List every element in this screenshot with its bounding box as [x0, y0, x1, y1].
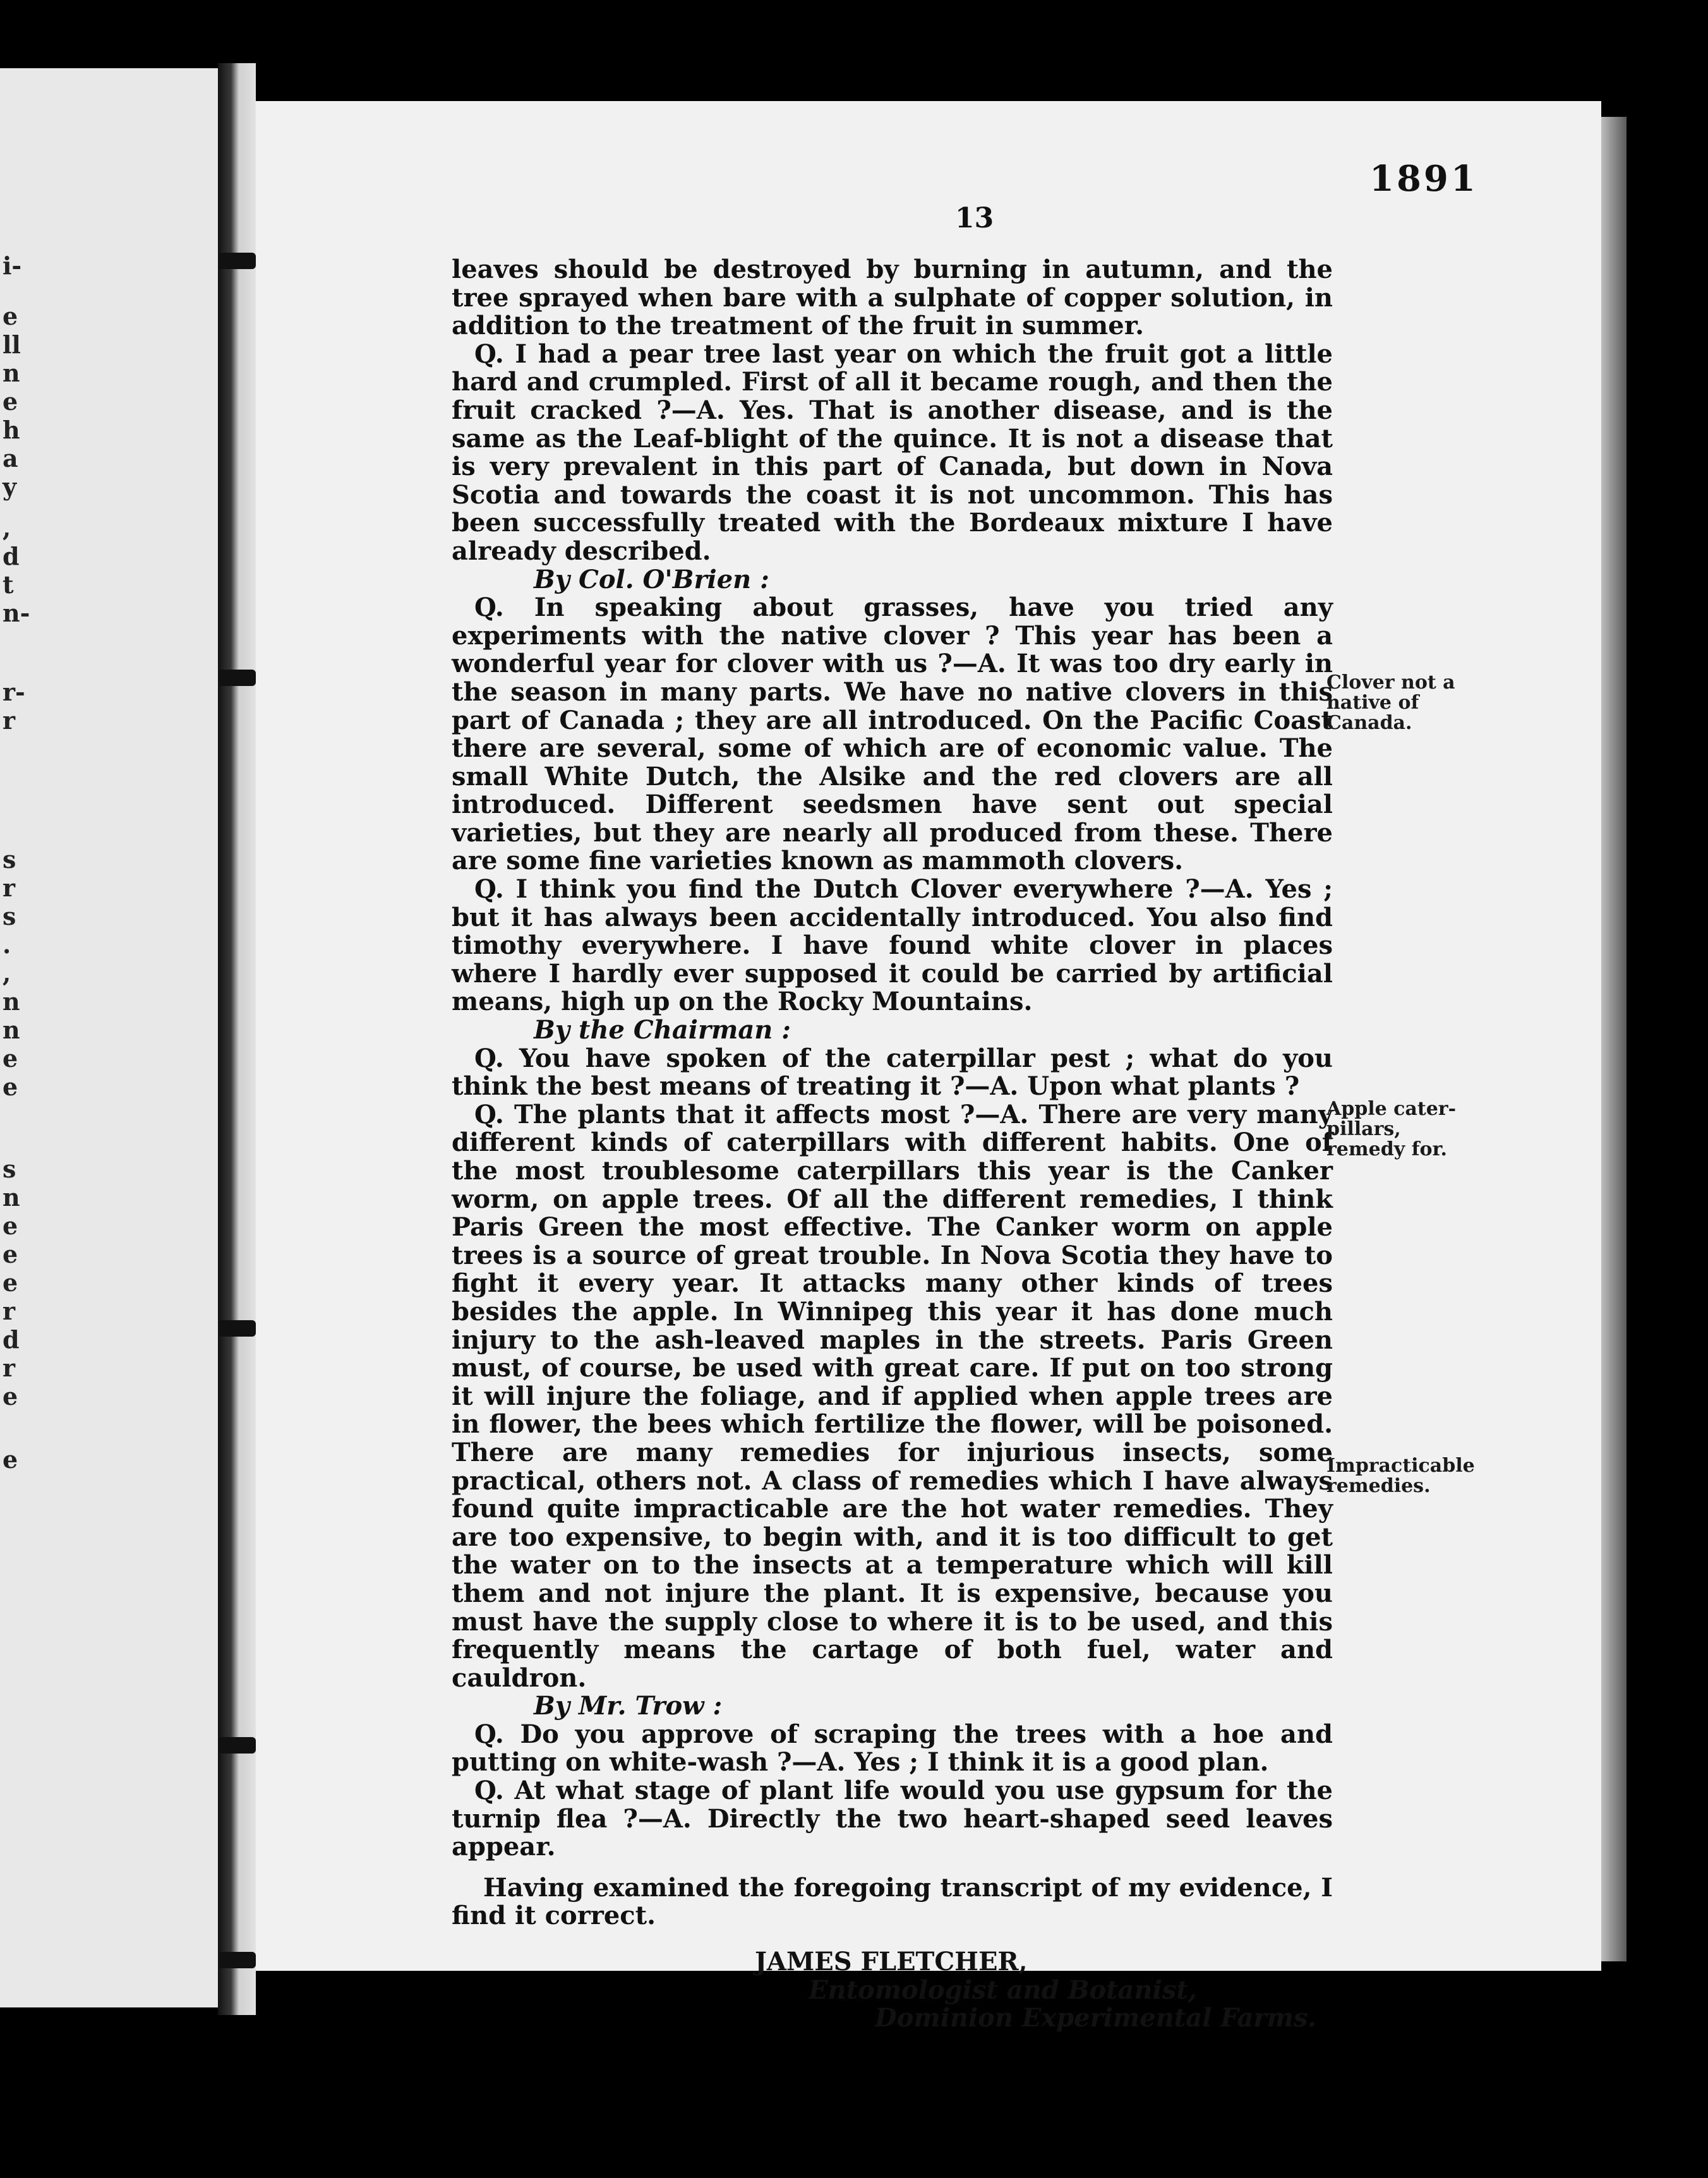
speaker-heading: By Mr. Trow :	[534, 1691, 723, 1721]
left-fragment: e	[3, 1044, 18, 1073]
binding-stitch	[218, 253, 256, 269]
left-fragment: s	[3, 902, 16, 930]
left-fragment: s	[3, 1155, 16, 1183]
left-fragment: y	[3, 472, 17, 501]
page-edge-shadow	[1601, 117, 1627, 1961]
left-fragment: d	[3, 1325, 20, 1354]
speaker-heading: By the Chairman :	[534, 1015, 791, 1045]
speaker-heading: By Col. O'Brien :	[534, 564, 769, 594]
left-fragment: t	[3, 570, 14, 599]
left-fragment: s	[3, 845, 16, 874]
margin-note-clover	[1326, 673, 1465, 733]
question-paragraph: Q. In speaking about grasses, have you tried any experiments with the native clover ? This year has been a wonderful year for clover with us ?—A. It was too dry early in the season in many parts. We have no native clovers in this part of Canada ; they are all introduced. On the Pacific Coast there are several, some of which are of economic value. The small White Dutch, the Alsike and the red clovers are all introduced. Different seedsmen have sent out special varieties, but they are nearly all produced from these. There are some fine varieties known as mammoth clovers.	[452, 593, 1333, 876]
margin-note-remedies	[1326, 1455, 1475, 1497]
left-fragment: n	[3, 987, 20, 1016]
year-header: 1891	[1369, 158, 1478, 200]
left-fragment: .	[3, 930, 11, 959]
left-fragment: r	[3, 874, 16, 902]
margin-note-line: Apple cater-	[1326, 1098, 1457, 1120]
binding-stitch	[218, 670, 256, 686]
left-fragment: n	[3, 1016, 20, 1044]
body-text	[452, 256, 1333, 2033]
margin-note-line: Canada.	[1326, 712, 1412, 734]
left-fragment: r-	[3, 678, 25, 706]
binding-stitch	[218, 1737, 256, 1754]
closing-statement: Having examined the foregoing transcript of my evidence, I find it correct.	[452, 1872, 1333, 1931]
paragraph: leaves should be destroyed by burning in autumn, and the tree sprayed when bare with a sulphate of copper solution, in addition to the treatment of the fruit in summer.	[452, 255, 1333, 341]
left-fragment: e	[3, 1212, 18, 1240]
left-fragment: ,	[3, 514, 11, 542]
left-page-fragment	[0, 68, 218, 2007]
book-binding	[218, 63, 256, 2015]
left-fragment: n	[3, 1183, 20, 1212]
binding-stitch	[218, 1320, 256, 1337]
left-fragment: ll	[3, 330, 21, 359]
page-number: 13	[955, 202, 994, 234]
left-fragment: n	[3, 359, 20, 387]
left-fragment: r	[3, 1354, 16, 1382]
left-fragment: a	[3, 444, 18, 472]
left-fragment: e	[3, 1240, 18, 1268]
left-fragment: e	[3, 387, 18, 416]
left-fragment: e	[3, 302, 18, 330]
question-paragraph: Q. I had a pear tree last year on which the fruit got a little hard and crumpled. First of all it became rough, and then the fruit cracked ?—A. Yes. That is another disease, and is the same as the Leaf-blight of the quince. It is not a disease that is very prevalent in this part of Canada, but down in Nova Scotia and towards the coast it is not uncommon. This has been successfully treated with the Bordeaux mixture I have already described.	[452, 339, 1333, 566]
question-paragraph: Q. The plants that it affects most ?—A. There are very many different kinds of caterpillars with different habits. One of the most troublesome caterpillars this year is the Canker worm, on apple trees. Of all the different remedies, I think Paris Green the most effective. The Canker worm on apple trees is a source of great trouble. In Nova Scotia they have to fight it every year. It attacks many other kinds of trees besides the apple. In Winnipeg this year it has done much injury to the ash-leaved maples in the streets. Paris Green must, of course, be used with great care. If put on too strong it will injure the foliage, and if applied when apple trees are in flower, the bees which fertilize the flower, will be poisoned. There are many remedies for injurious insects, some practical, others not. A class of remedies which I have always found quite impracticable are the hot water remedies. They are too expensive, to begin with, and it is too difficult to get the water on to the insects at a temperature which will kill them and not injure the plant. It is expensive, because you must have the supply close to where it is to be used, and this frequently means the cartage of both fuel, water and cauldron.	[452, 1099, 1333, 1693]
margin-note-line: Clover not a	[1326, 671, 1455, 694]
question-paragraph: Q. I think you find the Dutch Clover everywhere ?—A. Yes ; but it has always been accidentally introduced. You also find timothy everywhere. I have found white clover in places where I hardly ever supposed it could be carried by artificial means, high up on the Rocky Mountains.	[452, 874, 1333, 1017]
left-fragment: h	[3, 416, 20, 444]
signatory-organization: Dominion Experimental Farms.	[875, 2003, 1317, 2033]
binding-stitch	[218, 1952, 256, 1968]
left-fragment: ,	[3, 959, 11, 987]
question-paragraph: Q. You have spoken of the caterpillar pest ; what do you think the best means of treating it ?—A. Upon what plants ?	[452, 1043, 1333, 1102]
margin-note-line: remedies.	[1326, 1475, 1431, 1497]
left-fragment: r	[3, 1297, 16, 1325]
question-paragraph: Q. Do you approve of scraping the trees with a hoe and putting on white-wash ?—A. Yes ; I think it is a good plan.	[452, 1719, 1333, 1778]
left-fragment: e	[3, 1073, 18, 1101]
margin-note-caterpillars	[1326, 1099, 1465, 1160]
left-fragment: i-	[3, 251, 22, 280]
left-fragment: e	[3, 1445, 18, 1474]
signatory-title: Entomologist and Botanist,	[809, 1975, 1197, 2005]
signature-block	[452, 1948, 1333, 2033]
margin-note-line: Impracticable	[1326, 1455, 1475, 1477]
margin-note-line: remedy for.	[1326, 1138, 1447, 1160]
margin-note-line: pillars,	[1326, 1118, 1401, 1140]
left-fragment: d	[3, 542, 20, 570]
question-paragraph: Q. At what stage of plant life would you use gypsum for the turnip flea ?—A. Directly the two heart-shaped seed leaves appear.	[452, 1776, 1333, 1862]
margin-note-line: native of	[1326, 692, 1419, 714]
left-fragment: n-	[3, 599, 30, 627]
left-fragment: e	[3, 1382, 18, 1411]
left-fragment: r	[3, 706, 16, 735]
left-fragment: e	[3, 1268, 18, 1297]
signatory-name: JAMES FLETCHER,	[755, 1947, 1028, 1977]
